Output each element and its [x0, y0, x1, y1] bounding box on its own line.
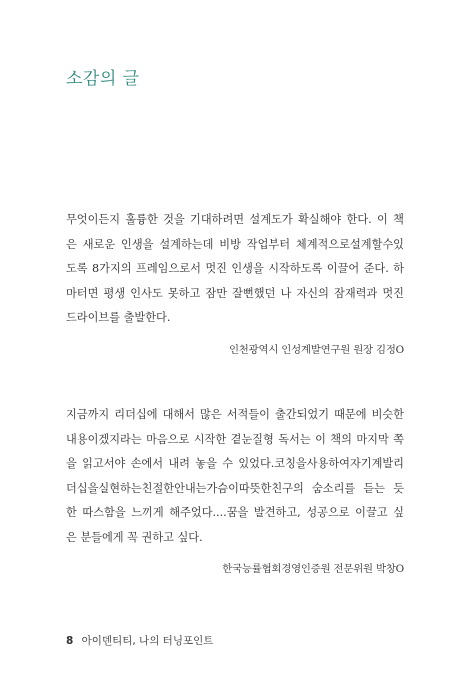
review-line: 마터면 평생 인사도 못하고 잠만 잘뻔했던 나 자신의 잠재력과 멋진	[66, 286, 404, 300]
review-block	[66, 403, 404, 575]
review-text	[66, 208, 404, 331]
running-title: 아이덴티티, 나의 터닝포인트	[81, 635, 214, 647]
review-line: 은 새로운 인생을 설계하는데 비방 작업부터 체계적으로설계할수있	[66, 237, 404, 251]
page-number: 8	[66, 635, 74, 647]
review-line: 드라이브를 출발한다.	[66, 311, 171, 324]
review-attribution: 한국능률협회경영인증원 전문위원 박창O	[222, 563, 404, 575]
review-text	[66, 403, 404, 550]
review-line: 도록 8가지의 프레임으로서 멋진 인생을 시작하도록 이끌어 준다. 하	[66, 262, 404, 275]
review-line: 을 읽고서야 손에서 내려 놓을 수 있었다.코칭을사용하여자기계발리	[66, 457, 404, 470]
review-line: 무엇이든지 훌륭한 것을 기대하려면 설계도가 확실해야 한다. 이 책	[66, 213, 404, 226]
review-block	[66, 208, 404, 356]
page-title: 소감의 글	[66, 69, 140, 89]
page-footer	[66, 633, 213, 648]
review-attribution: 인천광역시 인성계발연구원 원장 김정O	[228, 343, 404, 356]
review-line: 더십을실현하는친절한안내는가슴이따뜻한친구의 숨소리를 듣는 듯	[66, 481, 404, 495]
review-line: 내용이겠지라는 마음으로 시작한 곁눈질형 독서는 이 책의 마지막 쪽	[66, 432, 404, 446]
review-line: 은 분들에게 꼭 권하고 싶다.	[66, 530, 203, 544]
review-line: 한 따스함을 느끼게 해주었다....꿈을 발견하고, 성공으로 이끌고 싶	[66, 506, 404, 519]
review-line: 지금까지 리더십에 대해서 많은 서적들이 출간되었기 때문에 비슷한	[66, 408, 404, 421]
